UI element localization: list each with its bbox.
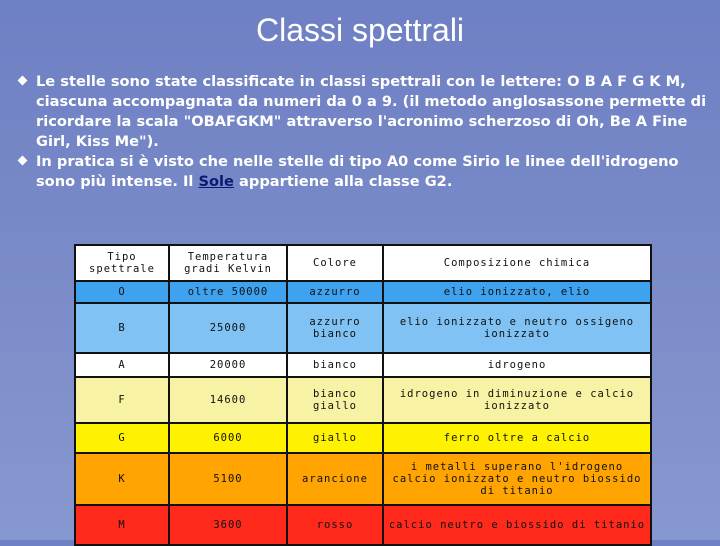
table-row	[75, 453, 651, 505]
composition-cell: elio ionizzato, elio	[383, 281, 651, 303]
temp-cell: 5100	[169, 453, 287, 505]
composition-cell: idrogeno	[383, 353, 651, 377]
diamond-bullet-icon	[18, 156, 28, 166]
bullet-text-pre: In pratica si è visto che nelle stelle di tipo A0 come Sirio le linee dell'idrogeno sono più intense. Il	[36, 153, 679, 190]
composition-cell: elio ionizzato e neutro ossigeno ionizzato	[383, 303, 651, 353]
color-cell: arancione	[287, 453, 383, 505]
type-cell: B	[75, 303, 169, 353]
composition-cell: ferro oltre a calcio	[383, 423, 651, 453]
table-row	[75, 377, 651, 423]
type-cell: O	[75, 281, 169, 303]
bullet-item	[18, 72, 708, 152]
type-cell: M	[75, 505, 169, 545]
bullet-text: Le stelle sono state classificate in classi spettrali con le lettere: O B A F G K M, ciascuna accompagnata da numeri da 0 a 9. (il metodo anglosassone permette di ricordare la scala "OBAFGKM" attraverso l'acronimo scherzoso di Oh, Be A Fine Girl, Kiss Me").	[36, 73, 707, 150]
composition-cell: idrogeno in diminuzione e calcio ionizzato	[383, 377, 651, 423]
temp-cell: 25000	[169, 303, 287, 353]
header-cell: Colore	[287, 245, 383, 281]
header-cell: Tipo spettrale	[75, 245, 169, 281]
composition-cell: calcio neutro e biossido di titanio	[383, 505, 651, 545]
temp-cell: 14600	[169, 377, 287, 423]
diamond-bullet-icon	[18, 76, 28, 86]
bullet-text-post: appartiene alla classe G2.	[233, 173, 453, 190]
color-cell: rosso	[287, 505, 383, 545]
table-row	[75, 281, 651, 303]
color-cell: giallo	[287, 423, 383, 453]
table-header-row	[75, 245, 651, 281]
slide-title: Classi spettrali	[255, 12, 465, 48]
bullet-item	[18, 152, 708, 192]
header-cell: Temperatura gradi Kelvin	[169, 245, 287, 281]
color-cell: bianco	[287, 353, 383, 377]
table-row	[75, 303, 651, 353]
table-row	[75, 423, 651, 453]
table-row	[75, 353, 651, 377]
sole-link[interactable]: Sole	[198, 173, 234, 190]
temp-cell: 6000	[169, 423, 287, 453]
table-row	[75, 505, 651, 545]
temp-cell: oltre 50000	[169, 281, 287, 303]
type-cell: G	[75, 423, 169, 453]
color-cell: bianco giallo	[287, 377, 383, 423]
type-cell: A	[75, 353, 169, 377]
temp-cell: 20000	[169, 353, 287, 377]
spectral-classes-table	[74, 244, 652, 546]
header-cell: Composizione chimica	[383, 245, 651, 281]
type-cell: F	[75, 377, 169, 423]
type-cell: K	[75, 453, 169, 505]
composition-cell: i metalli superano l'idrogeno calcio ionizzato e neutro biossido di titanio	[383, 453, 651, 505]
temp-cell: 3600	[169, 505, 287, 545]
bullet-list	[18, 72, 708, 192]
color-cell: azzurro bianco	[287, 303, 383, 353]
color-cell: azzurro	[287, 281, 383, 303]
